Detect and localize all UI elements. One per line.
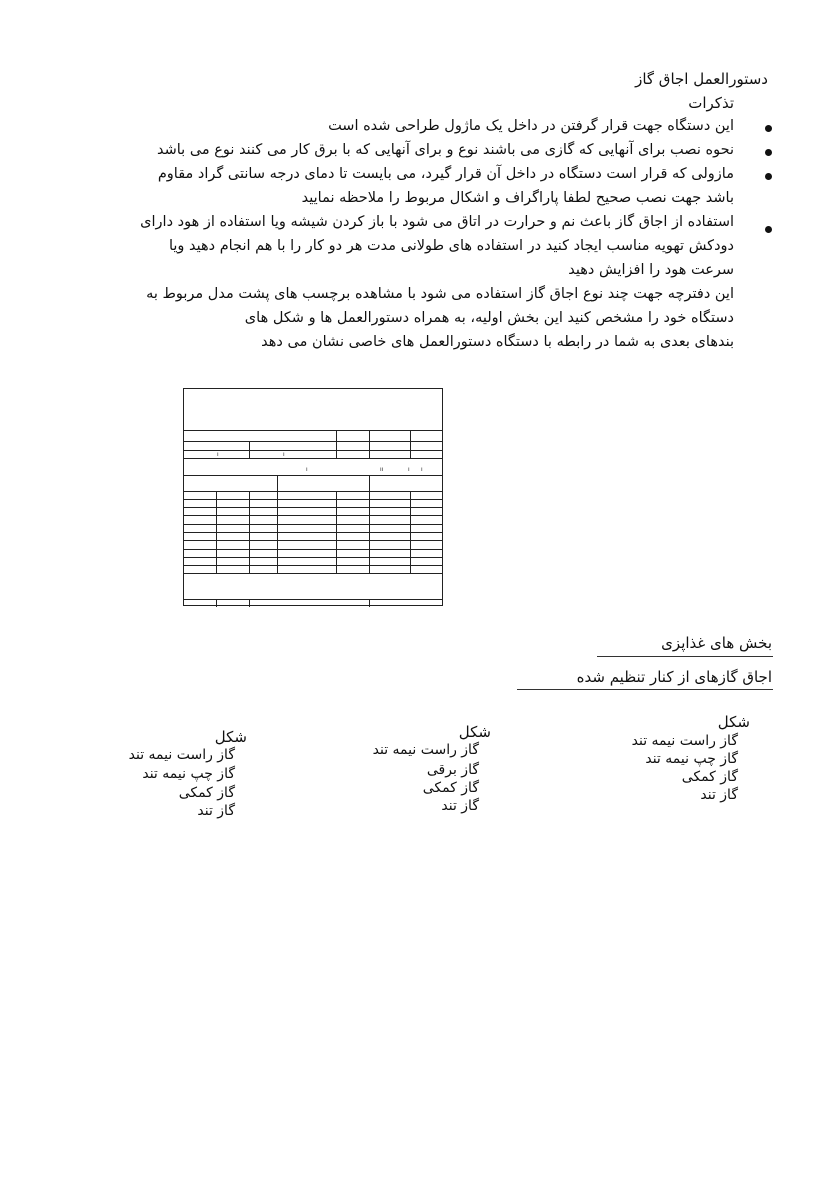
figure-left-item-1: گاز راست نیمه تند: [128, 747, 235, 763]
bullet-dot-2: [765, 149, 772, 156]
figure-right-item-2: گاز چپ نیمه تند: [645, 751, 738, 767]
figure-left-title: شکل: [214, 728, 247, 746]
figure-left-item-4: گاز تند: [197, 803, 235, 819]
figure-middle-item-2: گاز برقی: [426, 762, 479, 778]
note-4-continuation-1: دودکش تهویه مناسب ایجاد کنید در استفاده های طولانی مدت هر دو کار را با هم انجام دهید ویا: [168, 238, 734, 254]
figure-right-item-1: گاز راست نیمه تند: [631, 733, 738, 749]
figure-right-item-4: گاز تند: [700, 787, 738, 803]
bullet-dot-1: [765, 125, 772, 132]
specification-table: ı ı ı ıı ı ı: [183, 388, 443, 606]
note-1: این دستگاه جهت قرار گرفتن در داخل یک ماژول طراحی شده است: [328, 118, 734, 134]
note-4-continuation-2: سرعت هود را افزایش دهید: [568, 262, 734, 278]
figure-left-item-2: گاز چپ نیمه تند: [142, 766, 235, 782]
bullet-dot-3: [765, 173, 772, 180]
figure-right-title: شکل: [717, 713, 750, 731]
notes-heading: تذکرات: [688, 94, 734, 112]
figure-middle-title: شکل: [458, 723, 491, 741]
figure-right-item-3: گاز کمکی: [681, 769, 738, 785]
figure-left-item-3: گاز کمکی: [178, 785, 235, 801]
note-2: نحوه نصب برای آنهایی که گازی می باشند نوع و برای آنهایی که با برق کار می کنند نوع می باشد: [157, 142, 734, 158]
section-adjusted-heading: اجاق گازهای از کنار تنظیم شده: [576, 668, 772, 686]
figure-middle-item-1: گاز راست نیمه تند: [372, 742, 479, 758]
note-3: مازولی که قرار است دستگاه در داخل آن قرار گیرد، می بایست تا دمای درجه سانتی گراد مقاوم: [157, 166, 734, 182]
note-4: استفاده از اجاق گاز باعث نم و حرارت در اتاق می شود با باز کردن شیشه ویا استفاده از هود دارای: [140, 214, 734, 230]
note-3-continuation: باشد جهت نصب صحیح لطفا پاراگراف و اشکال مربوط را ملاحظه نمایید: [301, 190, 734, 206]
section-cooking-heading: بخش های غذاپزی: [661, 634, 772, 652]
paragraph-line-3: بندهای بعدی به شما در رابطه با دستگاه دستورالعمل های خاصی نشان می دهد: [261, 334, 734, 350]
section-cooking-underline: [597, 656, 773, 657]
section-adjusted-underline: [517, 689, 773, 690]
figure-middle-item-3: گاز کمکی: [422, 780, 479, 796]
paragraph-line-1: این دفترچه جهت چند نوع اجاق گاز استفاده می شود با مشاهده برچسب های پشت مدل مربوط به: [146, 286, 734, 302]
figure-middle-item-4: گاز تند: [441, 798, 479, 814]
paragraph-line-2: دستگاه خود را مشخص کنید این بخش اولیه، به همراه دستورالعمل ها و شکل های: [244, 310, 734, 326]
document-title: دستورالعمل اجاق گاز: [635, 70, 768, 88]
bullet-dot-4: [765, 226, 772, 233]
